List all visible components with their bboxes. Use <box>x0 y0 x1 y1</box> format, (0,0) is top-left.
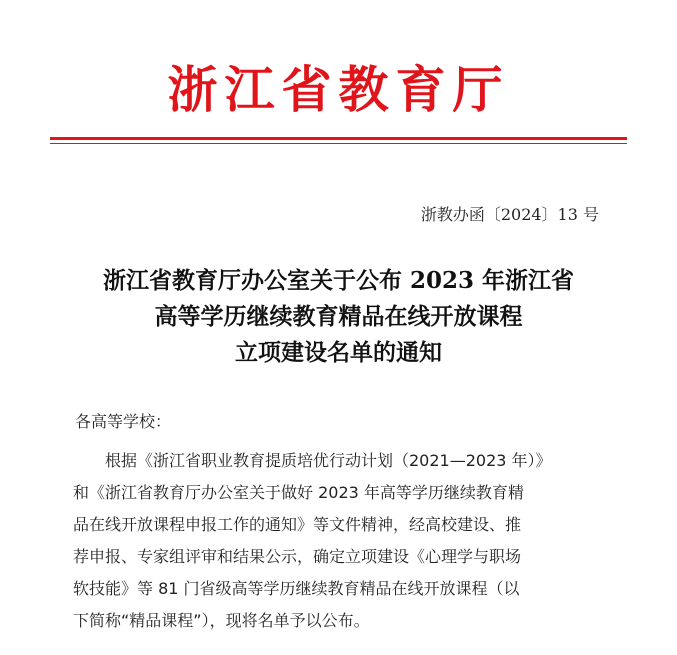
body-line: 品在线开放课程申报工作的通知》等文件精神，经高校建设、推 <box>73 515 522 534</box>
body-line: 荐申报、专家组评审和结果公示，确定立项建设《心理学与职场 <box>73 547 522 566</box>
document-number: 浙教办函〔2024〕13 号 <box>420 205 599 224</box>
title-line: 浙江省教育厅办公室关于公布 2023 年浙江省 <box>102 267 575 294</box>
document-title <box>0 263 677 371</box>
masthead-title: 浙江省教育厅 <box>167 60 510 119</box>
title-line: 立项建设名单的通知 <box>235 339 442 366</box>
salutation: 各高等学校： <box>75 412 172 431</box>
body-paragraph <box>73 445 613 637</box>
body-line: 下简称“精品课程”），现将名单予以公布。 <box>73 611 370 630</box>
body-line: 根据《浙江省职业教育提质培优行动计划（2021—2023 年）》 <box>105 451 552 470</box>
red-divider-thin <box>50 143 627 144</box>
red-divider-thick <box>50 137 627 140</box>
body-line: 和《浙江省教育厅办公室关于做好 2023 年高等学历继续教育精 <box>73 483 524 502</box>
title-line: 高等学历继续教育精品在线开放课程 <box>154 303 523 330</box>
body-line: 软技能》等 81 门省级高等学历继续教育精品在线开放课程（以 <box>73 579 520 598</box>
